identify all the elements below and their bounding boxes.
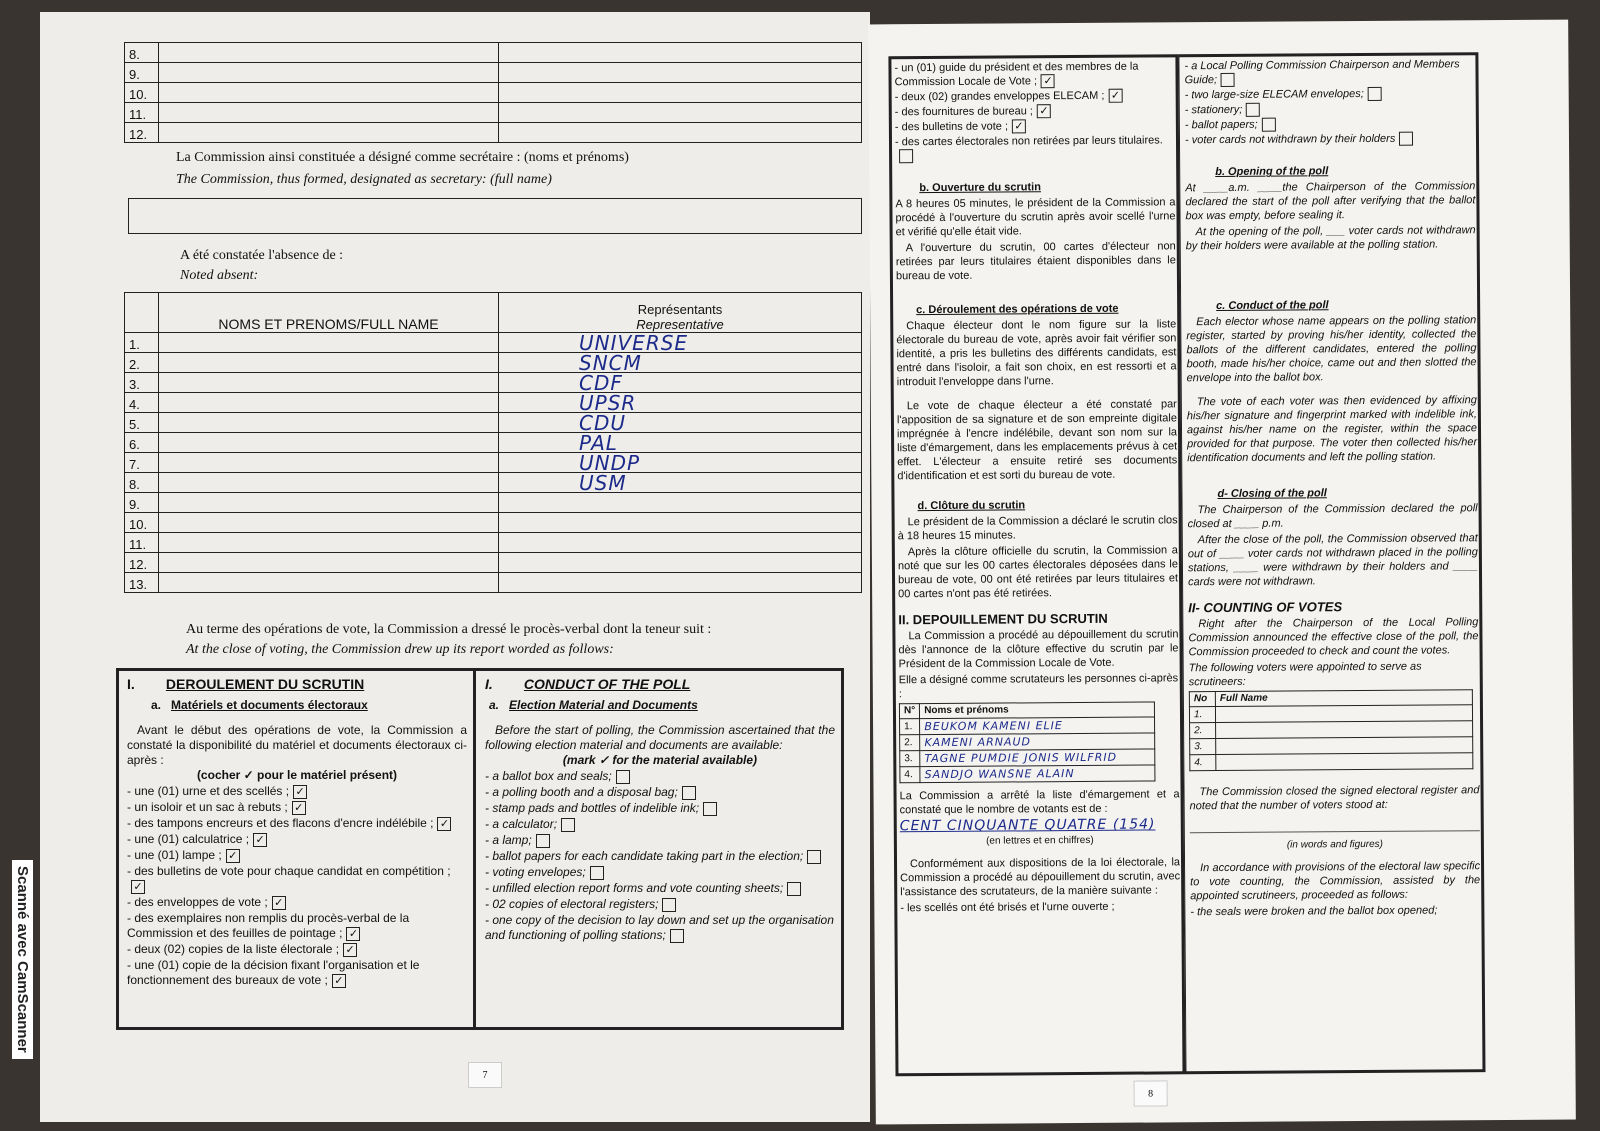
- voters-en-note: (in words and figures): [1286, 839, 1384, 852]
- scrut-number: 1.: [900, 719, 920, 735]
- b-en-text2: At the opening of the poll, ___ voter cards not withdrawn by their holders were available at the polling station.: [1185, 224, 1476, 253]
- ii-en-text: Right after the Chairperson of the Local Polling Commission announced the effective close of the poll, the Commission proceeded to check and count the votes.: [1188, 616, 1479, 659]
- scrut-name[interactable]: [1216, 721, 1473, 739]
- row-number: 8.: [125, 43, 159, 63]
- scrut-en-h-num: No: [1189, 692, 1215, 707]
- close-label-en: At the close of voting, the Commission drew up its report worded as follows:: [186, 642, 614, 657]
- en-column: [485, 677, 835, 944]
- checklist-item-label: - two large-size ELECAM envelopes;: [1184, 88, 1364, 102]
- checkbox[interactable]: [561, 818, 575, 832]
- checklist-item: [1184, 57, 1474, 87]
- checklist-item: [895, 134, 1175, 164]
- final-en: In accordance with provisions of the electoral law specific to vote counting, the Commission, assisted by the appointed scrutineers, proceeded as follows:: [1190, 860, 1481, 903]
- checkbox[interactable]: [682, 786, 696, 800]
- checklist-item: [127, 942, 467, 957]
- checkbox[interactable]: [1221, 73, 1235, 87]
- secretary-label-fr: La Commission ainsi constituée a désigné comme secrétaire : (noms et prénoms): [176, 150, 629, 165]
- left-page-number: 7: [468, 1062, 502, 1088]
- checklist-item-label: - stamp pads and bottles of indelible ink;: [485, 801, 700, 815]
- checklist-item-label: - a Local Polling Commission Chairperson and Members Guide;: [1184, 58, 1460, 87]
- fr-subtitle: Matériels et documents électoraux: [171, 698, 368, 712]
- row-name-cell[interactable]: [159, 393, 499, 413]
- final-fr2: - les scellés ont été brisés et l'urne ouverte ;: [900, 901, 1115, 915]
- checkbox[interactable]: ✓: [272, 896, 286, 910]
- c-fr-text2: Le vote de chaque électeur a été constaté par l'apposition de sa signature et de son empreinte digitale imprégnée à l'encre indélébile, devant son nom sur la liste d'émargement, dans les emplacements prévus à cet effet. L'électeur a ensuite retiré ses documents d'identification et est sorti du bureau de vote.: [896, 398, 1178, 483]
- checklist-item-label: - ballot papers;: [1184, 119, 1258, 132]
- checklist-item: [485, 865, 835, 880]
- scrut-number: 1.: [1189, 707, 1215, 723]
- checkbox[interactable]: ✓: [253, 833, 267, 847]
- table-row: [900, 717, 1155, 735]
- row-name-cell[interactable]: [159, 63, 499, 83]
- checklist-item-label: - voter cards not withdrawn by their holders: [1184, 133, 1396, 147]
- en-top-list: [1184, 57, 1475, 147]
- checklist-item-label: - des enveloppes de vote ;: [127, 895, 268, 909]
- checkbox[interactable]: [616, 770, 630, 784]
- row-number: 6.: [125, 433, 159, 453]
- table-row: [125, 453, 862, 473]
- scrut-number: 2.: [1190, 723, 1216, 739]
- conduct-box: [116, 668, 844, 1030]
- fr-subnum: a.: [151, 698, 162, 712]
- checklist-item-label: - a lamp;: [485, 833, 532, 847]
- row-number: 7.: [125, 453, 159, 473]
- row-rep-cell[interactable]: [499, 83, 862, 103]
- close-label-fr: Au terme des opérations de vote, la Commission a dressé le procès-verbal dont la teneur suit :: [186, 622, 712, 637]
- table-row: [125, 373, 862, 393]
- table-row: [125, 63, 862, 83]
- checklist-item: [485, 833, 835, 848]
- d-fr-title: d. Clôture du scrutin: [917, 499, 1026, 513]
- absent-label-fr: A été constatée l'absence de :: [180, 248, 344, 263]
- d-en-text2: After the close of the poll, the Commission observed that out of ____ voter cards not withdrawn placed in the polling stations, ____ were withdrawn by their holders and ____ cards were not withdrawn.: [1187, 532, 1479, 589]
- row-number: 4.: [125, 393, 159, 413]
- checklist-item: [485, 817, 835, 832]
- checklist-item: [127, 864, 467, 894]
- fr-mark: (cocher ✓ pour le matériel présent): [196, 768, 398, 782]
- checklist-item-label: - voting envelopes;: [485, 865, 586, 879]
- right-en-column: [1184, 56, 1480, 921]
- checklist-item-label: - stationery;: [1184, 104, 1243, 117]
- absent-table: [124, 292, 862, 593]
- checklist-item-label: - des cartes électorales non retirées par leurs titulaires.: [894, 134, 1163, 149]
- scrutineer-table-en: [1189, 690, 1474, 772]
- scrut-name[interactable]: TAGNE PUMDIE JONIS WILFRID: [920, 749, 1155, 767]
- en-num: I.: [485, 676, 493, 692]
- table-row: [900, 765, 1155, 783]
- row-rep-cell[interactable]: [499, 123, 862, 143]
- b-fr-text2: A l'ouverture du scrutin, 00 cartes d'électeur non retirées par leurs titulaires étaient disponibles dans le bureau de vote.: [895, 240, 1176, 283]
- row-number: 5.: [125, 413, 159, 433]
- row-rep-cell[interactable]: [499, 43, 862, 63]
- fr-intro: Avant le début des opérations de vote, la Commission a constaté la disponibilité du matériel et documents électoraux ci-après :: [127, 723, 467, 767]
- table-row: [125, 513, 862, 533]
- checklist-item-label: - une (01) urne et des scellés ;: [127, 784, 290, 798]
- scrut-number: 3.: [900, 751, 920, 767]
- final-en2: - the seals were broken and the ballot box opened;: [1190, 904, 1438, 919]
- checklist-item: [127, 800, 467, 815]
- row-number: 11.: [125, 533, 159, 553]
- table-row: [125, 473, 862, 493]
- scrut-number: 4.: [900, 767, 920, 783]
- en-mark: (mark ✓ for the material available): [562, 753, 758, 767]
- scrut-fr-h-name: Noms et prénoms: [920, 702, 1155, 719]
- c-en-text: Each elector whose name appears on the polling station register, started by proving his/her identity, collected the ballots of the different candidates, entered the polling booth, made his/her choice, came out and then slotted the envelope into the ballot box.: [1186, 314, 1477, 385]
- table-row: [125, 103, 862, 123]
- checklist-item: [1185, 101, 1475, 117]
- scrut-en-h-name: Full Name: [1215, 690, 1472, 707]
- checklist-item-label: - a calculator;: [485, 817, 558, 831]
- table-row: [1190, 721, 1473, 739]
- d-fr-text: Le président de la Commission a déclaré le scrutin clos à 18 heures 15 minutes.: [897, 514, 1178, 543]
- table-row: [125, 553, 862, 573]
- row-rep-cell[interactable]: [499, 553, 862, 573]
- checklist-item-label: - des exemplaires non remplis du procès-verbal de la Commission et des feuilles de pointage ;: [127, 911, 410, 940]
- checkbox[interactable]: [787, 882, 801, 896]
- row-name-cell[interactable]: [159, 353, 499, 373]
- row-rep-cell[interactable]: SNCM: [499, 353, 862, 373]
- row-rep-cell[interactable]: USM: [499, 473, 862, 493]
- d-en-text: The Chairperson of the Commission declared the poll closed at ____ p.m.: [1187, 502, 1478, 531]
- checkbox[interactable]: ✓: [437, 817, 451, 831]
- row-rep-cell[interactable]: [499, 63, 862, 83]
- checklist-item: [485, 897, 835, 912]
- checklist-item-label: - une (01) lampe ;: [127, 848, 222, 862]
- table-row: [125, 393, 862, 413]
- checkbox[interactable]: [1262, 118, 1276, 132]
- row-name-cell[interactable]: [159, 473, 499, 493]
- checkbox[interactable]: ✓: [226, 849, 240, 863]
- table-row: [125, 493, 862, 513]
- checklist-item: [485, 785, 835, 800]
- scrut-number: 3.: [1190, 739, 1216, 755]
- checklist-item: [894, 59, 1174, 89]
- right-page: [868, 20, 1576, 1125]
- checkbox[interactable]: ✓: [293, 785, 307, 799]
- en-title: CONDUCT OF THE POLL: [523, 676, 691, 692]
- row-rep-cell[interactable]: [499, 573, 862, 593]
- checkbox[interactable]: [662, 898, 676, 912]
- checklist-item: [1185, 86, 1475, 102]
- scrut-fr-h-num: N°: [899, 704, 919, 719]
- row-name-cell[interactable]: [159, 573, 499, 593]
- scrut-number: 4.: [1190, 755, 1216, 771]
- header-name: NOMS ET PRENOMS/FULL NAME: [159, 293, 499, 333]
- right-page-number: 8: [1134, 1080, 1168, 1106]
- checklist-item: [485, 801, 835, 816]
- checklist-item: [895, 119, 1175, 135]
- header-rep-fr: Représentants: [637, 302, 723, 317]
- ii-fr-text: La Commission a procédé au dépouillement du scrutin dès l'annonce de la clôture effective du scrutin par le Président de la Commission Locale de Vote.: [898, 628, 1179, 671]
- row-number: 10.: [125, 513, 159, 533]
- checkbox[interactable]: [1399, 132, 1413, 146]
- checklist-item: [127, 832, 467, 847]
- row-name-cell[interactable]: [159, 533, 499, 553]
- checklist-item: [485, 913, 835, 943]
- checklist-item-label: - des tampons encreurs et des flacons d'encre indélébile ;: [127, 816, 434, 830]
- scrut-name[interactable]: KAMENI ARNAUD: [920, 733, 1155, 751]
- row-rep-cell[interactable]: UNIVERSE: [499, 333, 862, 353]
- row-name-cell[interactable]: [159, 433, 499, 453]
- checkbox[interactable]: [1246, 103, 1260, 117]
- row-number: 13.: [125, 573, 159, 593]
- checklist-item-label: - unfilled election report forms and vote counting sheets;: [485, 881, 784, 895]
- header-rep-en: Representative: [636, 317, 724, 332]
- row-number: 12.: [125, 123, 159, 143]
- checklist-item: [127, 911, 467, 941]
- row-number: 3.: [125, 373, 159, 393]
- row-name-cell[interactable]: [159, 333, 499, 353]
- fr-top-list: [894, 59, 1175, 163]
- checklist-item: [485, 769, 835, 784]
- table-row: [125, 413, 862, 433]
- voters-en: The Commission closed the signed electoral register and noted that the number of voters stood at:: [1189, 784, 1480, 813]
- row-rep-cell[interactable]: [499, 533, 862, 553]
- table-row: [1190, 737, 1473, 755]
- row-name-cell[interactable]: [159, 513, 499, 533]
- fr-title: DEROULEMENT DU SCRUTIN: [165, 676, 365, 692]
- ii-en-text2: The following voters were appointed to serve as scrutineers:: [1188, 661, 1422, 689]
- b-fr-text: A 8 heures 05 minutes, le président de la Commission a procédé à l'ouverture du scrutin après avoir scellé l'urne et vérifié qu'elle était vide.: [895, 196, 1176, 239]
- checklist-item-label: - ballot papers for each candidate taking part in the election;: [485, 849, 804, 863]
- scrut-name[interactable]: SANDJO WANSNE ALAIN: [920, 765, 1155, 783]
- checkbox[interactable]: [703, 802, 717, 816]
- checklist-item-label: - des bulletins de vote ;: [894, 120, 1009, 134]
- checkbox[interactable]: ✓: [1037, 104, 1051, 118]
- scrut-number: 2.: [900, 735, 920, 751]
- checklist-item: [127, 784, 467, 799]
- top-table: [124, 42, 862, 143]
- checklist-item-label: - un (01) guide du président et des membres de la Commission Locale de Vote ;: [894, 60, 1139, 89]
- row-rep-cell[interactable]: CDU: [499, 413, 862, 433]
- ii-fr-text2: Elle a désigné comme scrutateurs les personnes ci-après :: [898, 672, 1179, 701]
- row-rep-cell[interactable]: [499, 103, 862, 123]
- absent-label-en: Noted absent:: [180, 268, 259, 283]
- checkbox[interactable]: ✓: [292, 801, 306, 815]
- row-name-cell[interactable]: [159, 103, 499, 123]
- row-name-cell[interactable]: [159, 83, 499, 103]
- row-rep-cell[interactable]: UPSR: [499, 393, 862, 413]
- checkbox[interactable]: [670, 929, 684, 943]
- secretary-field[interactable]: [128, 198, 862, 234]
- checklist-item: [485, 849, 835, 864]
- final-fr: Conformément aux dispositions de la loi électorale, la Commission a procédé au dépouillement du scrutin, avec l'assistance des scrutateurs, de la manière suivante :: [900, 856, 1181, 899]
- row-name-cell[interactable]: [159, 413, 499, 433]
- row-rep-cell[interactable]: UNDP: [499, 453, 862, 473]
- table-row: [125, 533, 862, 553]
- row-number: 8.: [125, 473, 159, 493]
- table-row: [125, 43, 862, 63]
- scrut-name[interactable]: [1216, 753, 1473, 771]
- row-name-cell[interactable]: [159, 373, 499, 393]
- checkbox[interactable]: ✓: [346, 927, 360, 941]
- voters-fr: La Commission a arrêté la liste d'émargement et a constaté que le nombre de votants est de :: [899, 788, 1180, 817]
- scrut-name[interactable]: [1216, 737, 1473, 755]
- checklist-item-label: - 02 copies of electoral registers;: [485, 897, 659, 911]
- fr-column: [127, 677, 467, 989]
- table-row: [1190, 753, 1473, 771]
- checklist-item-label: - a ballot box and seals;: [485, 769, 612, 783]
- voters-value[interactable]: CENT CINQUANTE QUATRE (154): [899, 816, 1156, 835]
- checklist-item: [895, 104, 1175, 120]
- table-row: [125, 83, 862, 103]
- row-name-cell[interactable]: [159, 43, 499, 63]
- table-row: [1189, 705, 1472, 723]
- fr-num: I.: [127, 676, 135, 692]
- voters-fr-note: (en lettres et en chiffres): [986, 835, 1094, 848]
- en-subtitle: Election Material and Documents: [509, 698, 698, 712]
- checklist-item: [895, 88, 1175, 104]
- en-intro: Before the start of polling, the Commission ascertained that the following election material and documents are available:: [485, 723, 835, 752]
- checkbox[interactable]: [590, 866, 604, 880]
- scrut-name[interactable]: [1215, 705, 1472, 723]
- table-row: [125, 573, 862, 593]
- row-name-cell[interactable]: [159, 453, 499, 473]
- header-rep: [499, 293, 862, 333]
- en-items: [485, 769, 835, 943]
- row-name-cell[interactable]: [159, 493, 499, 513]
- table-row: [125, 433, 862, 453]
- camscanner-watermark: Scanné avec CamScanner: [12, 860, 33, 1059]
- c-fr-title: c. Déroulement des opérations de vote: [916, 303, 1119, 317]
- checklist-item-label: - a polling booth and a disposal bag;: [485, 785, 678, 799]
- d-fr-text2: Après la clôture officielle du scrutin, la Commission a noté que sur les 00 cartes électorales déposées dans le bureau de vote, 00 ont été retirées par leurs titulaires et 00 cartes n'ont pas été retirées.: [897, 544, 1179, 601]
- checklist-item-label: - une (01) calculatrice ;: [127, 832, 250, 846]
- checkbox[interactable]: ✓: [343, 943, 357, 957]
- ii-en-title: II- COUNTING OF VOTES: [1188, 599, 1343, 616]
- c-en-title: c. Conduct of the poll: [1216, 299, 1329, 313]
- row-number: 11.: [125, 103, 159, 123]
- en-subnum: a.: [489, 698, 500, 712]
- row-name-cell[interactable]: [159, 553, 499, 573]
- b-fr-title: b. Ouverture du scrutin: [919, 181, 1041, 195]
- checklist-item-label: - des fournitures de bureau ;: [894, 105, 1034, 119]
- row-number: 9.: [125, 63, 159, 83]
- row-rep-cell[interactable]: PAL: [499, 433, 862, 453]
- checkbox[interactable]: ✓: [332, 974, 346, 988]
- checkbox[interactable]: ✓: [1041, 74, 1055, 88]
- right-fr-column: [894, 58, 1180, 917]
- checklist-item-label: - deux (02) grandes enveloppes ELECAM ;: [894, 89, 1105, 104]
- table-row: [125, 123, 862, 143]
- row-number: 1.: [125, 333, 159, 353]
- checkbox[interactable]: ✓: [1012, 120, 1026, 134]
- d-en-title: d- Closing of the poll: [1217, 487, 1327, 501]
- fr-items: [127, 784, 467, 988]
- b-en-title: b. Opening of the poll: [1215, 165, 1329, 179]
- scrutineer-table-fr: [899, 702, 1156, 784]
- checklist-item: [127, 816, 467, 831]
- row-rep-cell[interactable]: [499, 493, 862, 513]
- secretary-label-en: The Commission, thus formed, designated as secretary: (full name): [176, 172, 552, 187]
- checklist-item: [127, 848, 467, 863]
- b-en-text: At ____a.m. ____the Chairperson of the Commission declared the start of the poll after verifying that the ballot box was empty, before sealing it.: [1185, 180, 1476, 223]
- row-number: 10.: [125, 83, 159, 103]
- checklist-item-label: - one copy of the decision to lay down and set up the organisation and functioning of polling stations;: [485, 913, 834, 942]
- checkbox[interactable]: [1368, 87, 1382, 101]
- table-row: [900, 733, 1155, 751]
- left-page: [40, 12, 870, 1122]
- checkbox[interactable]: [899, 150, 913, 164]
- row-rep-cell[interactable]: CDF: [499, 373, 862, 393]
- checklist-item: [127, 895, 467, 910]
- checkbox[interactable]: ✓: [131, 880, 145, 894]
- row-number: 2.: [125, 353, 159, 373]
- checkbox[interactable]: [807, 850, 821, 864]
- checklist-item-label: - des bulletins de vote pour chaque candidat en compétition ;: [127, 864, 451, 878]
- scrut-name[interactable]: BEUKOM KAMENI ELIE: [920, 717, 1155, 735]
- checkbox[interactable]: [536, 834, 550, 848]
- table-row: [125, 333, 862, 353]
- row-number: 9.: [125, 493, 159, 513]
- checklist-item-label: - une (01) copie de la décision fixant l'organisation et le fonctionnement des bureaux de vote ;: [127, 958, 420, 987]
- table-row: [125, 353, 862, 373]
- table-row: [900, 749, 1155, 767]
- checklist-item: [1185, 117, 1475, 133]
- checklist-item: [1185, 132, 1475, 148]
- checklist-item: [485, 881, 835, 896]
- c-fr-text: Chaque électeur dont le nom figure sur la liste électorale du bureau de vote, après avoir fait vérifier son identité, a pris les bulletins des différents candidats, est entré dans l'isoloir, a fait son choix, en est ressorti et a introduit l'enveloppe dans l'urne.: [896, 318, 1177, 389]
- c-en-text2: The vote of each voter was then evidenced by affixing his/her signature and fingerprint marked with indelible ink, against his/her name on the register, within the space provided for that purpose. The voter then collected his/her identification documents and left the polling station.: [1186, 394, 1478, 465]
- row-rep-cell[interactable]: [499, 513, 862, 533]
- checklist-item-label: - deux (02) copies de la liste électorale ;: [127, 942, 340, 956]
- checklist-item: [127, 958, 467, 988]
- checklist-item-label: - un isoloir et un sac à rebuts ;: [127, 800, 288, 814]
- checkbox[interactable]: ✓: [1108, 89, 1122, 103]
- voters-en-field[interactable]: [1190, 814, 1480, 834]
- row-number: 12.: [125, 553, 159, 573]
- row-name-cell[interactable]: [159, 123, 499, 143]
- ii-fr-title: II. DEPOUILLEMENT DU SCRUTIN: [898, 611, 1108, 628]
